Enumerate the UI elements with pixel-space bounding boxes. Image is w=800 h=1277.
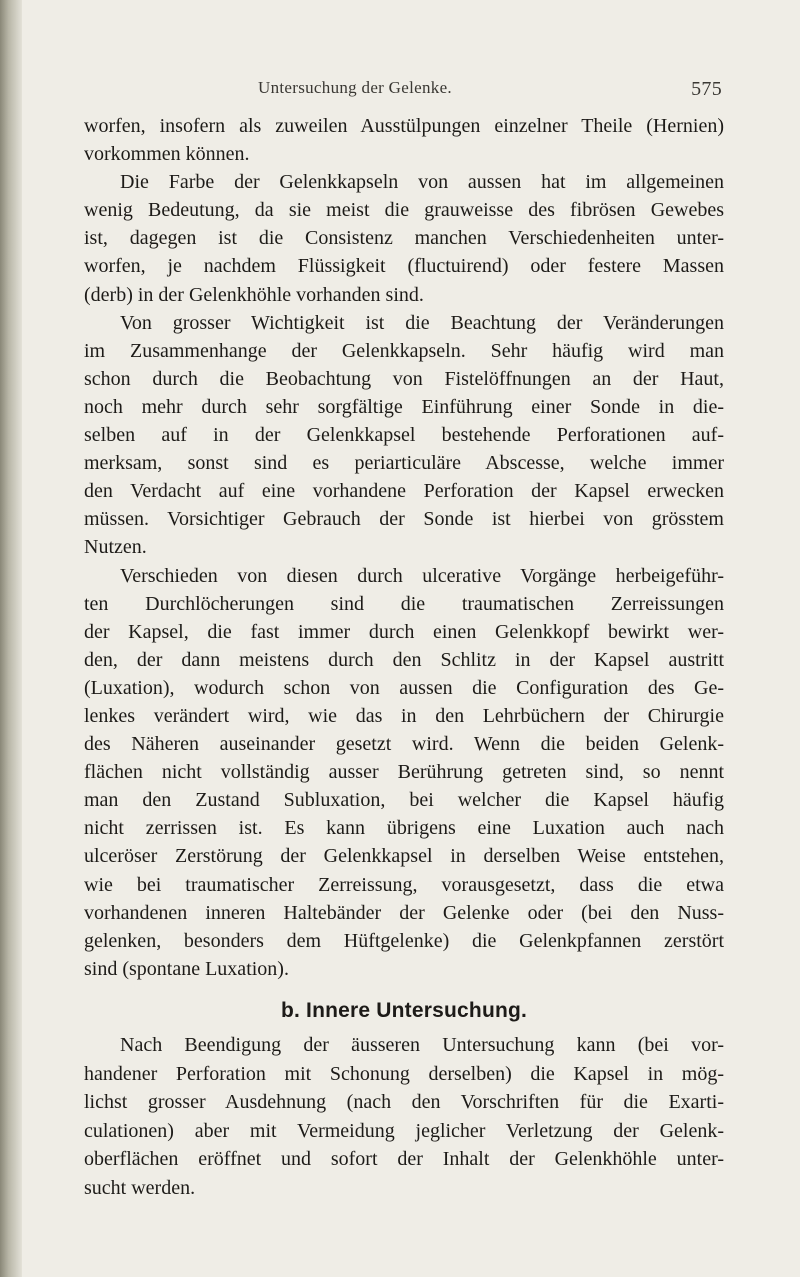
- text-line: (Luxation), wodurch schon von aussen die Configuration des Ge-: [84, 676, 724, 699]
- running-head: [258, 78, 722, 104]
- text-line: Verschieden von diesen durch ulcerative Vorgänge herbeigeführ-: [120, 564, 724, 587]
- text-line: den Verdacht auf eine vorhandene Perforation der Kapsel erwecken: [84, 480, 724, 503]
- text-line: noch mehr durch sehr sorgfältige Einführung einer Sonde in die-: [84, 395, 724, 418]
- text-line: müssen. Vorsichtiger Gebrauch der Sonde ist hierbei von grösstem: [84, 508, 724, 531]
- text-line: Von grosser Wichtigkeit ist die Beachtung der Veränderungen: [120, 311, 724, 334]
- paragraph: [84, 309, 724, 562]
- text-line: (derb) in der Gelenkhöhle vorhanden sind.: [84, 283, 424, 306]
- text-line: lichst grosser Ausdehnung (nach den Vorschriften für die Exarti-: [84, 1091, 724, 1114]
- text-line: des Näheren auseinander gesetzt wird. Wenn die beiden Gelenk-: [84, 733, 724, 756]
- text-line: schon durch die Beobachtung von Fistelöffnungen an der Haut,: [84, 367, 724, 390]
- running-title: Untersuchung der Gelenke.: [258, 78, 452, 97]
- page-number: 575: [691, 78, 722, 100]
- paragraph: [84, 112, 724, 168]
- text-line: ulceröser Zerstörung der Gelenkkapsel in derselben Weise entstehen,: [84, 845, 724, 868]
- text-line: nicht zerrissen ist. Es kann übrigens eine Luxation auch nach: [84, 817, 724, 840]
- text-line: lenkes verändert wird, wie das in den Lehrbüchern der Chirurgie: [84, 704, 724, 727]
- text-line: den, der dann meistens durch den Schlitz in der Kapsel austritt: [84, 648, 724, 671]
- text-line: man den Zustand Subluxation, bei welcher die Kapsel häufig: [84, 789, 724, 812]
- paragraph: [84, 168, 724, 308]
- paragraph: [84, 1031, 724, 1203]
- text-line: wenig Bedeutung, da sie meist die grauweisse des fibrösen Gewebes: [84, 199, 724, 222]
- text-line: sind (spontane Luxation).: [84, 957, 289, 980]
- text-line: flächen nicht vollständig ausser Berührung getreten sind, so nennt: [84, 761, 724, 784]
- text-line: vorkommen können.: [84, 143, 250, 166]
- spine-shadow: [0, 0, 22, 1277]
- text-line: Die Farbe der Gelenkkapseln von aussen hat im allgemeinen: [120, 171, 724, 194]
- text-line: worfen, insofern als zuweilen Ausstülpungen einzelner Theile (Hernien): [84, 115, 724, 137]
- text-line: im Zusammenhange der Gelenkkapseln. Sehr häufig wird man: [84, 339, 724, 362]
- paragraph: [84, 562, 724, 983]
- text-line: oberflächen eröffnet und sofort der Inhalt der Gelenkhöhle unter-: [84, 1148, 724, 1171]
- text-line: worfen, je nachdem Flüssigkeit (fluctuirend) oder festere Massen: [84, 255, 724, 278]
- text-line: sucht werden.: [84, 1176, 196, 1199]
- text-line: selben auf in der Gelenkkapsel bestehende Perforationen auf-: [84, 424, 724, 447]
- text-line: vorhandenen inneren Haltebänder der Gelenke oder (bei den Nuss-: [84, 901, 724, 924]
- text-line: culationen) aber mit Vermeidung jeglicher Verletzung der Gelenk-: [84, 1119, 724, 1142]
- text-line: merksam, sonst sind es periarticuläre Abscesse, welche immer: [84, 452, 724, 475]
- text-line: handener Perforation mit Schonung derselben) die Kapsel in mög-: [84, 1062, 724, 1085]
- text-line: Nutzen.: [84, 536, 147, 559]
- text-line: wie bei traumatischer Zerreissung, vorausgesetzt, dass die etwa: [84, 873, 724, 896]
- text-line: der Kapsel, die fast immer durch einen Gelenkkopf bewirkt wer-: [84, 620, 724, 643]
- text-line: Nach Beendigung der äusseren Untersuchung kann (bei vor-: [120, 1033, 724, 1056]
- text-line: ten Durchlöcherungen sind die traumatischen Zerreissungen: [84, 592, 724, 615]
- text-line: ist, dagegen ist die Consistenz manchen Verschiedenheiten unter-: [84, 227, 724, 250]
- text-line: gelenken, besonders dem Hüftgelenke) die Gelenkpfannen zerstört: [84, 929, 724, 952]
- section-heading: b. Innere Untersuchung.: [280, 998, 528, 1022]
- body-text: [84, 112, 724, 1202]
